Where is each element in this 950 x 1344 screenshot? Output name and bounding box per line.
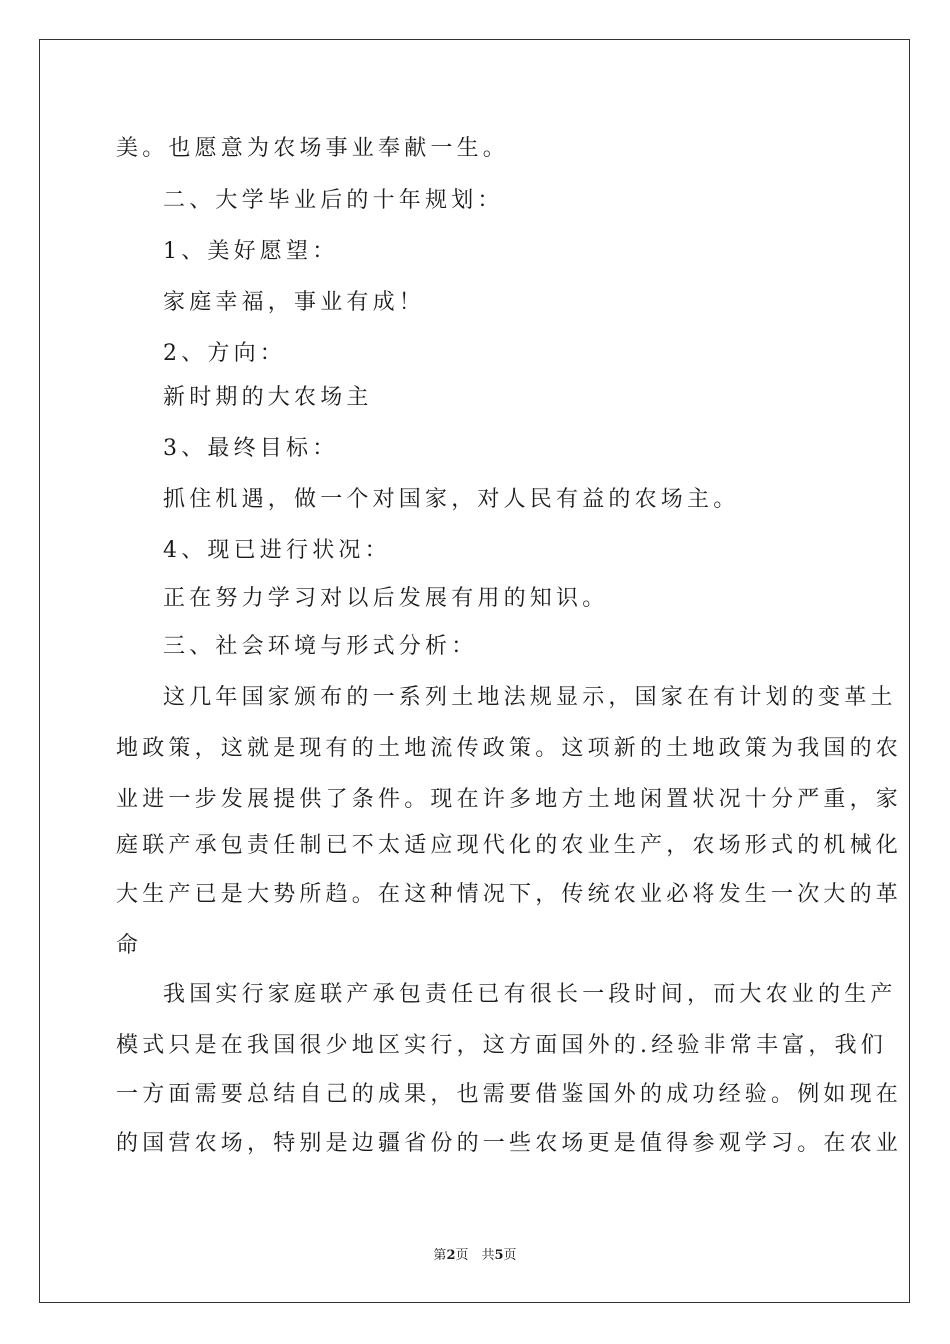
- page-total: 5: [494, 1248, 504, 1263]
- paragraph-line: 业进一步发展提供了条件。现在许多地方土地闲置状况十分严重，家: [116, 787, 903, 812]
- page-footer: [0, 1247, 950, 1265]
- paragraph-line: 庭联产承包责任制已不太适应现代化的农业生产，农场形式的机械化: [116, 833, 903, 858]
- text-line: 美。也愿意为农场事业奉献一生。: [116, 136, 510, 161]
- page-suffix: 页: [503, 1248, 517, 1263]
- paragraph-line: 的国营农场，特别是边疆省份的一些农场更是值得参观学习。在农业: [116, 1131, 903, 1156]
- text-line: 新时期的大农场主: [163, 385, 373, 410]
- subheading: 4、现已进行状况：: [163, 538, 391, 563]
- section-heading: 三、社会环境与形式分析：: [163, 634, 478, 659]
- paragraph-line: 模式只是在我国很少地区实行，这方面国外的.经验非常丰富，我们: [116, 1033, 887, 1058]
- text-line: 抓住机遇，做一个对国家，对人民有益的农场主。: [163, 487, 740, 512]
- subheading: 1、美好愿望：: [163, 239, 339, 264]
- paragraph-line: 地政策，这就是现有的土地流传政策。这项新的土地政策为我国的农: [116, 736, 903, 761]
- paragraph-line: 大生产已是大势所趋。在这种情况下，传统农业必将发生一次大的革: [116, 882, 903, 907]
- subheading: 2、方向：: [163, 341, 286, 366]
- paragraph-line: 我国实行家庭联产承包责任已有很长一段时间，而大农业的生产: [163, 982, 897, 1007]
- subheading: 3、最终目标：: [163, 436, 339, 461]
- page-mid: 页 共: [455, 1248, 495, 1263]
- text-line: 家庭幸福，事业有成！: [163, 290, 426, 315]
- paragraph-line: 这几年国家颁布的一系列土地法规显示，国家在有计划的变革土: [163, 685, 897, 710]
- section-heading: 二、大学毕业后的十年规划：: [163, 188, 504, 213]
- paragraph-line: 命: [116, 933, 143, 958]
- page-border: [39, 39, 910, 1303]
- text-line: 正在努力学习对以后发展有用的知识。: [163, 586, 609, 611]
- page-prefix: 第: [433, 1248, 447, 1263]
- page-current: 2: [446, 1248, 456, 1263]
- paragraph-line: 一方面需要总结自己的成果，也需要借鉴国外的成功经验。例如现在: [116, 1082, 903, 1107]
